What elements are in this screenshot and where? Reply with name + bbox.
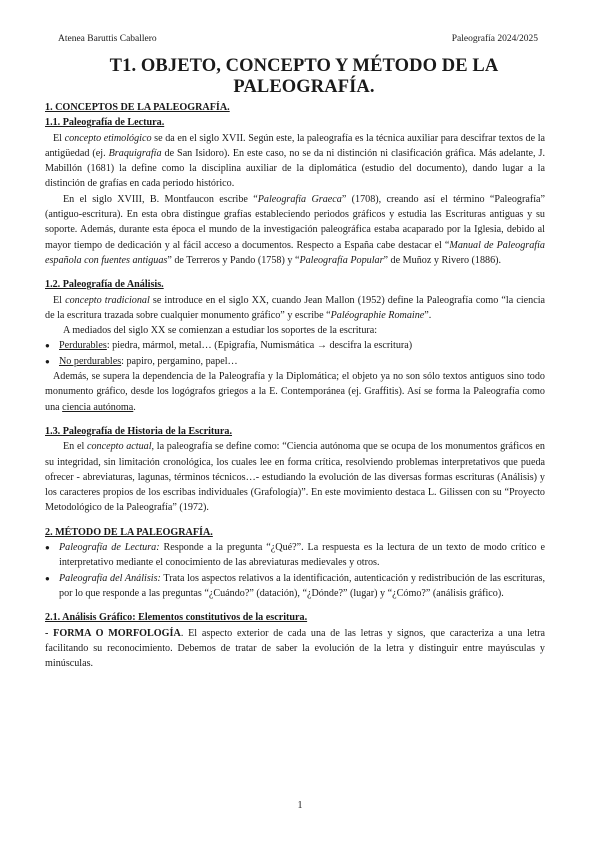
document-title: T1. OBJETO, CONCEPTO Y MÉTODO DE LA PALEOGRAFÍA.: [109, 56, 499, 97]
section-1-1-heading: 1.1. Paleografía de Lectura.: [45, 117, 165, 129]
paragraph: A mediados del siglo XX se comienzan a estudiar los soportes de la escritura:: [63, 325, 378, 337]
list-item: ● No perdurables: papiro, pergamino, papel…: [45, 354, 545, 369]
paragraph: Además, se supera la dependencia de la Paleografía y la Diplomática; el objeto ya no son sólo textos antiguos sino todo monumento gráfico, desde los logógrafos griegos a la E. Contemporánea (ej. Graffitis). Así se forma la Paleografía como una ciencia autónoma.: [45, 371, 545, 413]
paragraph: El concepto etimológico se da en el siglo XVII. Según este, la paleografía es la técnica auxiliar para descifrar textos de la antigüedad (ej. Braquigrafía de San Isidoro). En este caso, no se da ni distinción ni clasificación gráfica. Más adelante, J. Mabillón (1681) la define como la disciplina auxiliar de la diplomática (estudio del documento), dando lugar a la distinción de grafías en cada periodo histórico.: [45, 132, 545, 190]
header-author: Atenea Baruttis Caballero: [58, 34, 157, 44]
section-1-heading: 1. CONCEPTOS DE LA PALEOGRAFÍA.: [45, 102, 230, 113]
page-number: 1: [297, 800, 303, 811]
document-body: [45, 94, 545, 671]
header-course: Paleografía 2024/2025: [451, 34, 538, 44]
section-2-1-heading: 2.1. Análisis Gráfico: Elementos constitutivos de la escritura.: [45, 612, 308, 624]
section-1-3-heading: 1.3. Paleografía de Historia de la Escritura.: [45, 425, 233, 437]
list-item: ● Paleografía de Lectura: Responde a la pregunta “¿Qué?”. La respuesta es la lectura de un texto de modo crítico e interpretativo mediante el conocimiento de las abreviaturas medievales y otros.: [45, 540, 545, 571]
paragraph: - FORMA O MORFOLOGÍA. El aspecto exterior de cada una de las letras y signos, que caracteriza a una letra facilitando su reconocimiento. Debemos de tratar de saber la evolución de la letra y distinguir entre mayúsculas y minúsculas.: [45, 627, 545, 670]
paragraph: El concepto tradicional se introduce en el siglo XX, cuando Jean Mallon (1952) define la Paleografía como “la ciencia de la escritura trazada sobre cualquier monumento gráfico” y escribe “Paléographie Romaine”.: [45, 294, 546, 321]
section-2-heading: 2. MÉTODO DE LA PALEOGRAFÍA.: [45, 526, 213, 538]
list-item: ● Perdurables: piedra, mármol, metal… (Epigrafía, Numismática → descifra la escritura): [45, 338, 545, 353]
section-1-2-heading: 1.2. Paleografía de Análisis.: [45, 279, 164, 291]
paragraph: En el concepto actual, la paleografía se define como: “Ciencia autónoma que se ocupa de los monumentos gráficos en su integridad, sin limitación cronológica, los cuales lee en forma crítica, resolviendo problemas interpretativos que pueda ofrecer - abreviaturas, lagunas, términos técnicos…- estudiando la evolución de las diversas formas escrituras (Análisis) y los caracteres propios de los escribas individuales (Grafología)”. En este movimiento destaca L. Gilissen con su “Proyecto Metodológico de la Paleografía” (1972).: [45, 441, 545, 514]
list-item: ● Paleografía del Análisis: Trata los aspectos relativos a la identificación, autenticación y redistribución de las escrituras, por lo que responde a las preguntas “¿Cuándo?” (datación), “¿Dónde?” (lugar) y “¿Cómo?” (análisis gráfico).: [45, 571, 545, 602]
paragraph: En el siglo XVIII, B. Montfaucon escribe “Paleografía Graeca” (1708), creando así el término “Paleografía” (antiguo-escritura). En esta obra distingue grafías estableciendo periodos gráficos y estudia las Escrituras antiguas y su soporte. Además, durante esta época el mundo de la investigación paleográfica estaba acaparado por la Iglesia, debido al mayor tiempo de dedicación y al fácil acceso a documentos. Respecto a España cabe destacar el “Manual de Paleografía española con fuentes antiguas” de Terreros y Pando (1758) y “Paleografía Popular” de Muñoz y Rivero (1886).: [45, 193, 545, 266]
